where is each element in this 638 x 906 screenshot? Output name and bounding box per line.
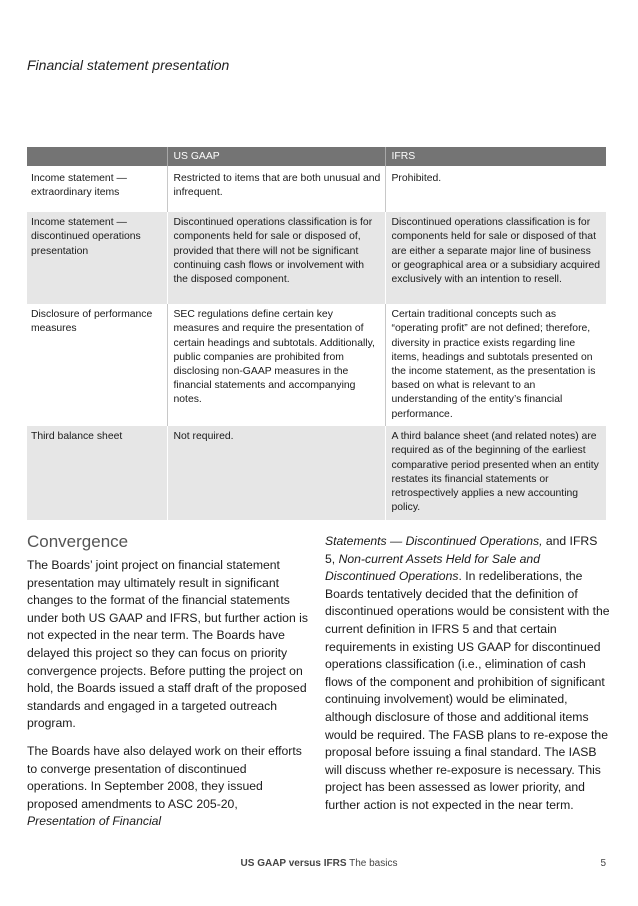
convergence-paragraph-2 (27, 743, 309, 831)
ifrs-cell: Discontinued operations classification is for components held for sale or disposed of that are either a separate major line of business or geographical area or a subsidiary acquired exclusively with an intention to resell. (385, 212, 606, 304)
paragraph-text: The Boards have also delayed work on their efforts to converge presentation of discontinued operations. In September 2008, they issued proposed amendments to ASC 205-20, (27, 743, 302, 811)
page-title: Financial statement presentation (27, 57, 230, 73)
topic-cell: Income statement — extraordinary items (27, 166, 167, 212)
comparison-table (27, 147, 606, 520)
table-row (27, 166, 606, 212)
convergence-heading: Convergence (27, 532, 129, 551)
ifrs-cell: Certain traditional concepts such as “operating profit” are not defined; therefore, diversity in practice exists regarding line items, headings and subtotals presented on the income statement, as the presentation is based on what is relevant to an understanding of the entity’s financial performance. (385, 304, 606, 426)
ifrs-cell: A third balance sheet (and related notes) are required as of the beginning of the earliest comparative period presented when an entity restates its financial statements or retrospectively applies a new accounting policy. (385, 426, 606, 520)
header-ifrs: IFRS (385, 147, 606, 166)
body-column-left (27, 557, 309, 841)
footer-title-rest: The basics (346, 858, 398, 869)
standard-title: Non-current Assets Held for Sale and Discontinued Operations (325, 551, 540, 584)
us-gaap-cell: Not required. (167, 426, 385, 520)
footer-title (0, 858, 638, 869)
us-gaap-cell: Restricted to items that are both unusual and infrequent. (167, 166, 385, 212)
header-us-gaap: US GAAP (167, 147, 385, 166)
us-gaap-cell: SEC regulations define certain key measures and require the presentation of certain headings and subtotals. Additionally, public companies are prohibited from disclosing non-GAAP measures in the financial statements and accompanying notes. (167, 304, 385, 426)
topic-cell: Third balance sheet (27, 426, 167, 520)
paragraph-text: and IFRS 5, (325, 534, 598, 566)
ifrs-cell: Prohibited. (385, 166, 606, 212)
standard-title: Statements — Discontinued Operations, (325, 534, 543, 548)
topic-cell: Disclosure of performance measures (27, 304, 167, 426)
topic-cell: Income statement — discontinued operations presentation (27, 212, 167, 304)
footer-title-bold: US GAAP versus IFRS (240, 858, 347, 869)
body-column-right (325, 533, 610, 825)
convergence-paragraph-1: The Boards’ joint project on financial statement presentation may ultimately result in significant changes to the format of the financial statements under both US GAAP and IFRS, but further action is not expected in the near term. The Boards have delayed this project so they can focus on priority convergence projects. Before putting the project on hold, the Boards issued a staff draft of the proposed standards and engaged in a targeted outreach program. (27, 558, 308, 731)
convergence-paragraph-3 (325, 533, 610, 815)
table-row (27, 304, 606, 426)
table-row (27, 426, 606, 520)
table-header-row (27, 147, 606, 166)
standard-title: Presentation of Financial (27, 814, 162, 829)
page-number: 5 (600, 858, 606, 869)
table-row (27, 212, 606, 304)
paragraph-text: . In redeliberations, the Boards tentatively decided that the definition of discontinued operations would be consistent with the current definition in IFRS 5 and that certain requirements in existing US GAAP for discontinued operations classification (i.e., elimination of cash flows of the component and prohibition of significant continuing involvement) would be eliminated, although disclosure of those and additional items would be required. The FASB plans to re-expose the proposal before issuing a final standard. The IASB will discuss whether re-exposure is necessary. This project has been assessed as lower priority, and further action is not expected in the near term. (325, 569, 610, 812)
header-topic (27, 147, 167, 166)
us-gaap-cell: Discontinued operations classification is for components held for sale or disposed of, provided that there will not be significant continuing cash flows or involvement with the disposed component. (167, 212, 385, 304)
